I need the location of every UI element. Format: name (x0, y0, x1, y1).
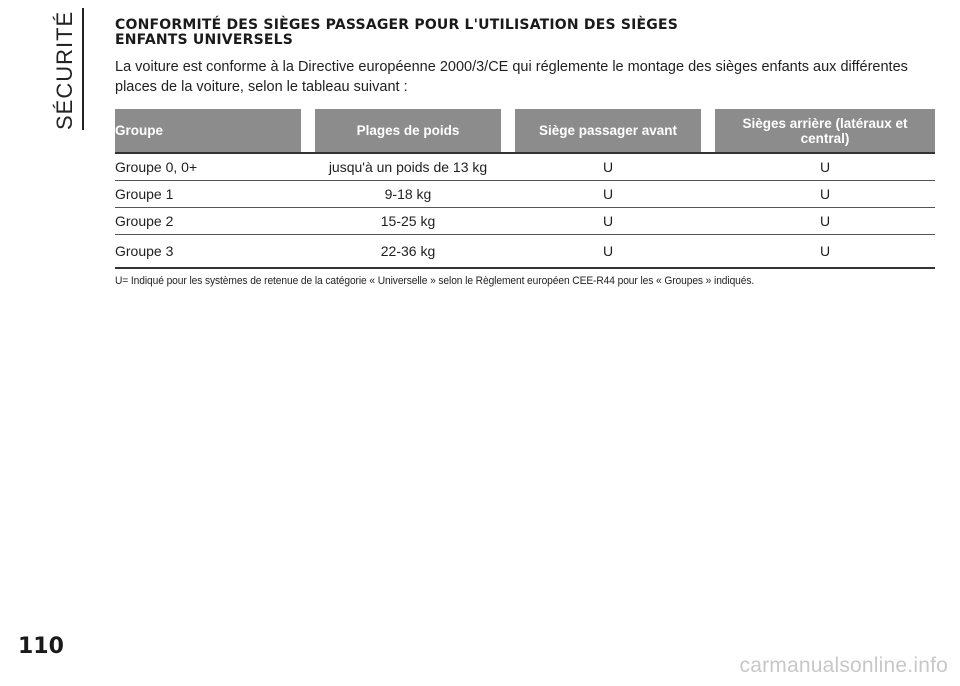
cell-groupe: Groupe 3 (115, 235, 301, 269)
page-content (115, 18, 935, 287)
table-row (115, 235, 935, 269)
section-rule (82, 8, 84, 130)
cell-passager-avant: U (515, 181, 701, 208)
cell-arriere: U (715, 153, 935, 181)
intro-line-1: La voiture est conforme à la Directive européenne 2000/3/CE qui réglemente le montage des sièges enfants aux différentes (115, 59, 908, 75)
table-row (115, 153, 935, 181)
cell-poids: 15-25 kg (315, 208, 501, 235)
cell-arriere: U (715, 208, 935, 235)
table-row (115, 208, 935, 235)
seat-compatibility-table (115, 109, 935, 269)
table-header-row (115, 109, 935, 153)
intro-line-2: places de la voiture, selon le tableau suivant : (115, 79, 408, 95)
heading-line-1: CONFORMITÉ DES SIÈGES PASSAGER POUR L'UTILISATION DES SIÈGES (115, 17, 679, 33)
section-heading (115, 18, 935, 48)
cell-arriere: U (715, 235, 935, 269)
cell-passager-avant: U (515, 153, 701, 181)
page-number: 110 (18, 634, 64, 659)
intro-paragraph (115, 57, 935, 97)
header-groupe: Groupe (115, 109, 301, 153)
header-sieges-arriere: Sièges arrière (latéraux et central) (715, 109, 935, 153)
cell-passager-avant: U (515, 235, 701, 269)
cell-arriere: U (715, 181, 935, 208)
cell-groupe: Groupe 1 (115, 181, 301, 208)
cell-groupe: Groupe 2 (115, 208, 301, 235)
heading-line-2: ENFANTS UNIVERSELS (115, 32, 294, 48)
cell-poids: jusqu'à un poids de 13 kg (315, 153, 501, 181)
section-title: SÉCURITÉ (52, 10, 77, 130)
cell-groupe: Groupe 0, 0+ (115, 153, 301, 181)
table-row (115, 181, 935, 208)
cell-poids: 22-36 kg (315, 235, 501, 269)
table-footnote: U= Indiqué pour les systèmes de retenue de la catégorie « Universelle » selon le Règlement européen CEE-R44 pour les « Groupes » indiqués. (115, 275, 755, 287)
watermark-text: carmanualsonline.info (739, 654, 948, 677)
header-siege-passager-avant: Siège passager avant (515, 109, 701, 153)
cell-passager-avant: U (515, 208, 701, 235)
cell-poids: 9-18 kg (315, 181, 501, 208)
header-plages-de-poids: Plages de poids (315, 109, 501, 153)
